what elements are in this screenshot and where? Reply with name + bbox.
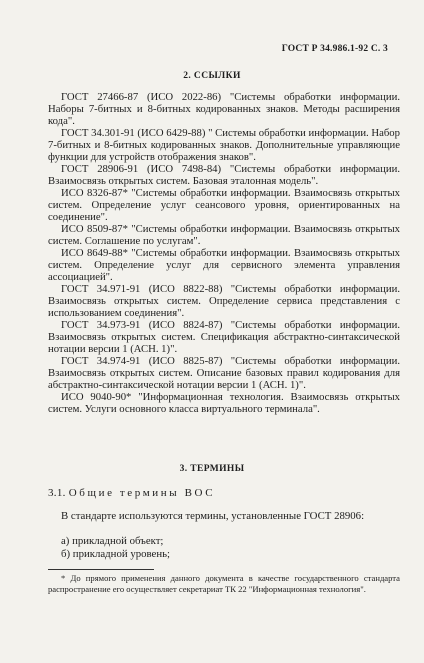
reference-item: ИСО 8326-87* "Системы обработки информации. Взаимосвязь открытых систем. Определение услуг сеансового уровня, ориентированных на соединение". [48,187,400,223]
reference-item: ИСО 8509-87* "Системы обработки информации. Взаимосвязь открытых систем. Соглашение по услугам". [48,223,400,247]
subsection-number: 3.1. [48,487,66,499]
reference-item: ГОСТ 27466-87 (ИСО 2022-86) "Системы обработки информации. Наборы 7-битных и 8-битных кодированных знаков. Методы расширения кода". [48,91,400,127]
page-header: ГОСТ Р 34.986.1-92 С. 3 [281,44,388,54]
reference-item: ГОСТ 34.973-91 (ИСО 8824-87) "Системы обработки информации. Взаимосвязь открытых систем. Спецификация абстрактно-синтаксической нотации версии 1 (АСН. 1)". [48,319,400,355]
footnote-divider [48,569,154,570]
reference-item: ИСО 9040-90* "Информационная технология. Взаимосвязь открытых систем. Услуги основного класса виртуального терминала". [48,391,400,415]
reference-item: ИСО 8649-88* "Системы обработки информации. Взаимосвязь открытых систем. Определение услуг для сервисного элемента управления ассоциацией". [48,247,400,283]
footnote-text: * До прямого применения данного документа в качестве государственного стандарта распространение его осуществляет секретариат ТК 22 "Информационная технология". [48,573,400,594]
reference-item: ГОСТ 34.971-91 (ИСО 8822-88) "Системы обработки информации. Взаимосвязь открытых систем. Определение сервиса представления с использованием соединения". [48,283,400,319]
references-list [48,91,400,415]
intro-text: В стандарте используются термины, установленные ГОСТ 28906: [61,510,365,522]
reference-item: ГОСТ 34.974-91 (ИСО 8825-87) "Системы обработки информации. Взаимосвязь открытых систем. Описание базовых правил кодирования для абстрактно-синтаксической нотации версии 1 (АСН. 1)". [48,355,400,391]
footnote [48,573,400,595]
reference-item: ГОСТ 34.301-91 (ИСО 6429-88) " Системы обработки информации. Набор 7-битных и 8-битных кодированных знаков. Дополнительные управляющие функции для устройств отображения знаков". [48,127,400,163]
section-2-title: 2. ССЫЛКИ [183,71,241,81]
intro-paragraph [48,510,400,523]
reference-item: ГОСТ 28906-91 (ИСО 7498-84) "Системы обработки информации. Взаимосвязь открытых систем. Базовая эталонная модель". [48,163,400,187]
section-3-title: 3. ТЕРМИНЫ [179,464,245,474]
term-item: б) прикладной уровень; [61,547,171,560]
subsection-heading [48,487,215,499]
subsection-title: Общие термины ВОС [68,487,216,499]
term-item: а) прикладной объект; [61,535,164,547]
terms-list [61,535,170,560]
